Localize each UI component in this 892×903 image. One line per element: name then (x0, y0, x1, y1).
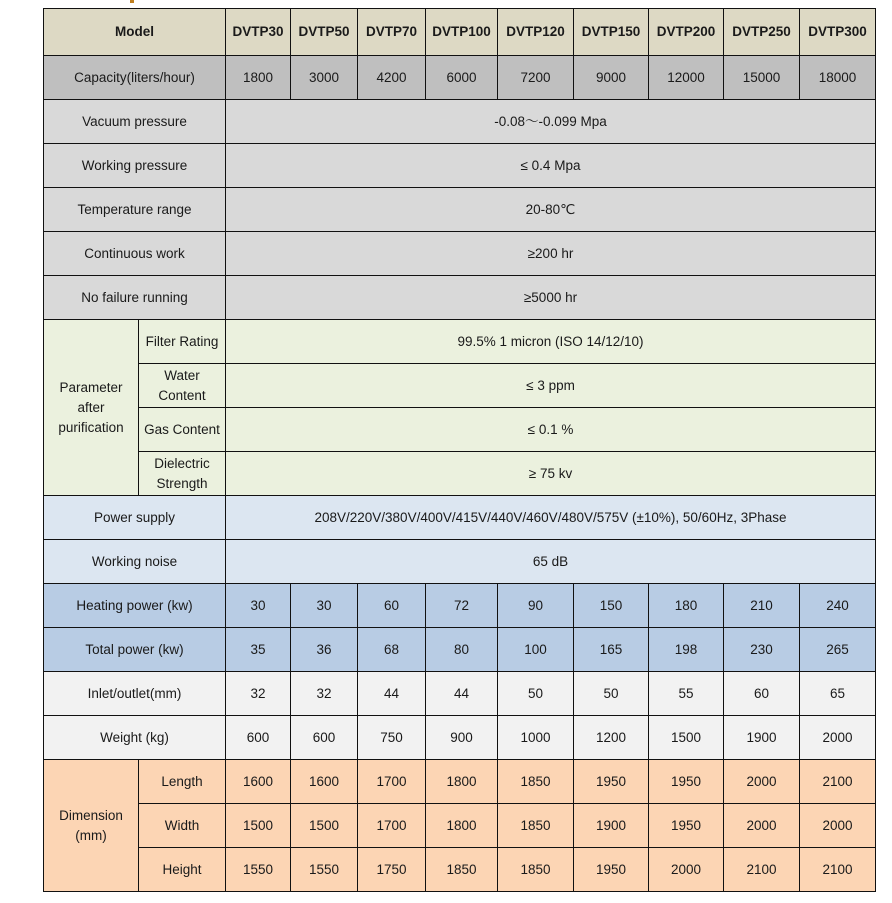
cropped-text-fragment (130, 0, 134, 3)
value-cell: 2000 (724, 804, 800, 848)
dimension-row (44, 760, 876, 804)
dimension-row (44, 804, 876, 848)
value-cell: 9000 (574, 56, 649, 100)
value-cell: 1850 (498, 760, 574, 804)
sub-label: Dielectric Strength (139, 452, 226, 496)
value-cell: 1950 (574, 848, 649, 892)
value-cell: 165 (574, 628, 649, 672)
header-row (44, 9, 876, 56)
value-cell: 2100 (724, 848, 800, 892)
value-cell: 55 (649, 672, 724, 716)
value-cell: 1550 (291, 848, 358, 892)
value-cell: 1500 (226, 804, 291, 848)
value-cell: 100 (498, 628, 574, 672)
value-cell: 1950 (649, 804, 724, 848)
purification-row (44, 320, 876, 364)
value-cell: 60 (358, 584, 426, 628)
value-cell: 32 (226, 672, 291, 716)
value-cell: 210 (724, 584, 800, 628)
value-cell: 900 (426, 716, 498, 760)
shared-value: 65 dB (226, 540, 876, 584)
value-cell: 230 (724, 628, 800, 672)
model-header: Model (44, 9, 226, 56)
inlet-outlet-row (44, 672, 876, 716)
purification-group-label: Parameter after purification (44, 320, 139, 496)
value-cell: 2000 (724, 760, 800, 804)
shared-value: ≤ 3 ppm (226, 364, 876, 408)
shared-value: ≤ 0.1 % (226, 408, 876, 452)
value-cell: 265 (800, 628, 876, 672)
row-label: Heating power (kw) (44, 584, 226, 628)
value-cell: 1000 (498, 716, 574, 760)
model-column-header: DVTP30 (226, 9, 291, 56)
value-cell: 1950 (574, 760, 649, 804)
value-cell: 1600 (291, 760, 358, 804)
value-cell: 600 (291, 716, 358, 760)
value-cell: 1500 (291, 804, 358, 848)
shared-value: ≥5000 hr (226, 276, 876, 320)
value-cell: 2000 (800, 716, 876, 760)
value-cell: 2000 (800, 804, 876, 848)
spec-row (44, 232, 876, 276)
value-cell: 90 (498, 584, 574, 628)
model-column-header: DVTP200 (649, 9, 724, 56)
value-cell: 44 (426, 672, 498, 716)
total-power-row (44, 628, 876, 672)
value-cell: 44 (358, 672, 426, 716)
value-cell: 50 (574, 672, 649, 716)
value-cell: 1850 (426, 848, 498, 892)
value-cell: 1800 (426, 804, 498, 848)
value-cell: 18000 (800, 56, 876, 100)
value-cell: 65 (800, 672, 876, 716)
capacity-row (44, 56, 876, 100)
model-column-header: DVTP120 (498, 9, 574, 56)
value-cell: 50 (498, 672, 574, 716)
value-cell: 1950 (649, 760, 724, 804)
value-cell: 1600 (226, 760, 291, 804)
value-cell: 30 (291, 584, 358, 628)
value-cell: 198 (649, 628, 724, 672)
shared-value: ≤ 0.4 Mpa (226, 144, 876, 188)
value-cell: 30 (226, 584, 291, 628)
sub-label: Filter Rating (139, 320, 226, 364)
value-cell: 1900 (724, 716, 800, 760)
value-cell: 2100 (800, 760, 876, 804)
model-column-header: DVTP150 (574, 9, 649, 56)
shared-value: ≥200 hr (226, 232, 876, 276)
row-label: Power supply (44, 496, 226, 540)
shared-value: ≥ 75 kv (226, 452, 876, 496)
dimension-group-label: Dimension (mm) (44, 760, 139, 892)
value-cell: 1850 (498, 848, 574, 892)
value-cell: 68 (358, 628, 426, 672)
shared-value: 20-80℃ (226, 188, 876, 232)
value-cell: 12000 (649, 56, 724, 100)
value-cell: 2100 (800, 848, 876, 892)
spec-row (44, 188, 876, 232)
shared-value: -0.08～-0.099 Mpa (226, 100, 876, 144)
model-column-header: DVTP50 (291, 9, 358, 56)
purification-row (44, 452, 876, 496)
value-cell: 32 (291, 672, 358, 716)
sub-label: Gas Content (139, 408, 226, 452)
working-noise-row (44, 540, 876, 584)
value-cell: 2000 (649, 848, 724, 892)
value-cell: 1800 (426, 760, 498, 804)
row-label: Total power (kw) (44, 628, 226, 672)
shared-value: 208V/220V/380V/400V/415V/440V/460V/480V/575V (±10%), 50/60Hz, 3Phase (226, 496, 876, 540)
value-cell: 1850 (498, 804, 574, 848)
sub-label: Length (139, 760, 226, 804)
row-label: Temperature range (44, 188, 226, 232)
value-cell: 6000 (426, 56, 498, 100)
shared-value: 99.5% 1 micron (ISO 14/12/10) (226, 320, 876, 364)
row-label: Weight (kg) (44, 716, 226, 760)
value-cell: 35 (226, 628, 291, 672)
model-column-header: DVTP100 (426, 9, 498, 56)
value-cell: 150 (574, 584, 649, 628)
spec-row (44, 276, 876, 320)
row-label: Working pressure (44, 144, 226, 188)
power-supply-row (44, 496, 876, 540)
row-label: Working noise (44, 540, 226, 584)
value-cell: 1700 (358, 760, 426, 804)
spec-row (44, 144, 876, 188)
dimension-row (44, 848, 876, 892)
value-cell: 80 (426, 628, 498, 672)
row-label: Vacuum pressure (44, 100, 226, 144)
model-column-header: DVTP70 (358, 9, 426, 56)
model-column-header: DVTP250 (724, 9, 800, 56)
row-label: Capacity(liters/hour) (44, 56, 226, 100)
row-label: Inlet/outlet(mm) (44, 672, 226, 716)
value-cell: 60 (724, 672, 800, 716)
model-column-header: DVTP300 (800, 9, 876, 56)
sub-label: Width (139, 804, 226, 848)
value-cell: 36 (291, 628, 358, 672)
spec-row (44, 100, 876, 144)
value-cell: 72 (426, 584, 498, 628)
value-cell: 600 (226, 716, 291, 760)
value-cell: 750 (358, 716, 426, 760)
row-label: No failure running (44, 276, 226, 320)
purification-row (44, 408, 876, 452)
value-cell: 240 (800, 584, 876, 628)
value-cell: 3000 (291, 56, 358, 100)
value-cell: 1200 (574, 716, 649, 760)
row-label: Continuous work (44, 232, 226, 276)
value-cell: 1550 (226, 848, 291, 892)
value-cell: 1750 (358, 848, 426, 892)
value-cell: 15000 (724, 56, 800, 100)
value-cell: 180 (649, 584, 724, 628)
value-cell: 1500 (649, 716, 724, 760)
purification-row (44, 364, 876, 408)
value-cell: 7200 (498, 56, 574, 100)
sub-label: Height (139, 848, 226, 892)
spec-table (43, 8, 876, 892)
value-cell: 4200 (358, 56, 426, 100)
heating-power-row (44, 584, 876, 628)
value-cell: 1800 (226, 56, 291, 100)
weight-row (44, 716, 876, 760)
value-cell: 1900 (574, 804, 649, 848)
value-cell: 1700 (358, 804, 426, 848)
sub-label: Water Content (139, 364, 226, 408)
